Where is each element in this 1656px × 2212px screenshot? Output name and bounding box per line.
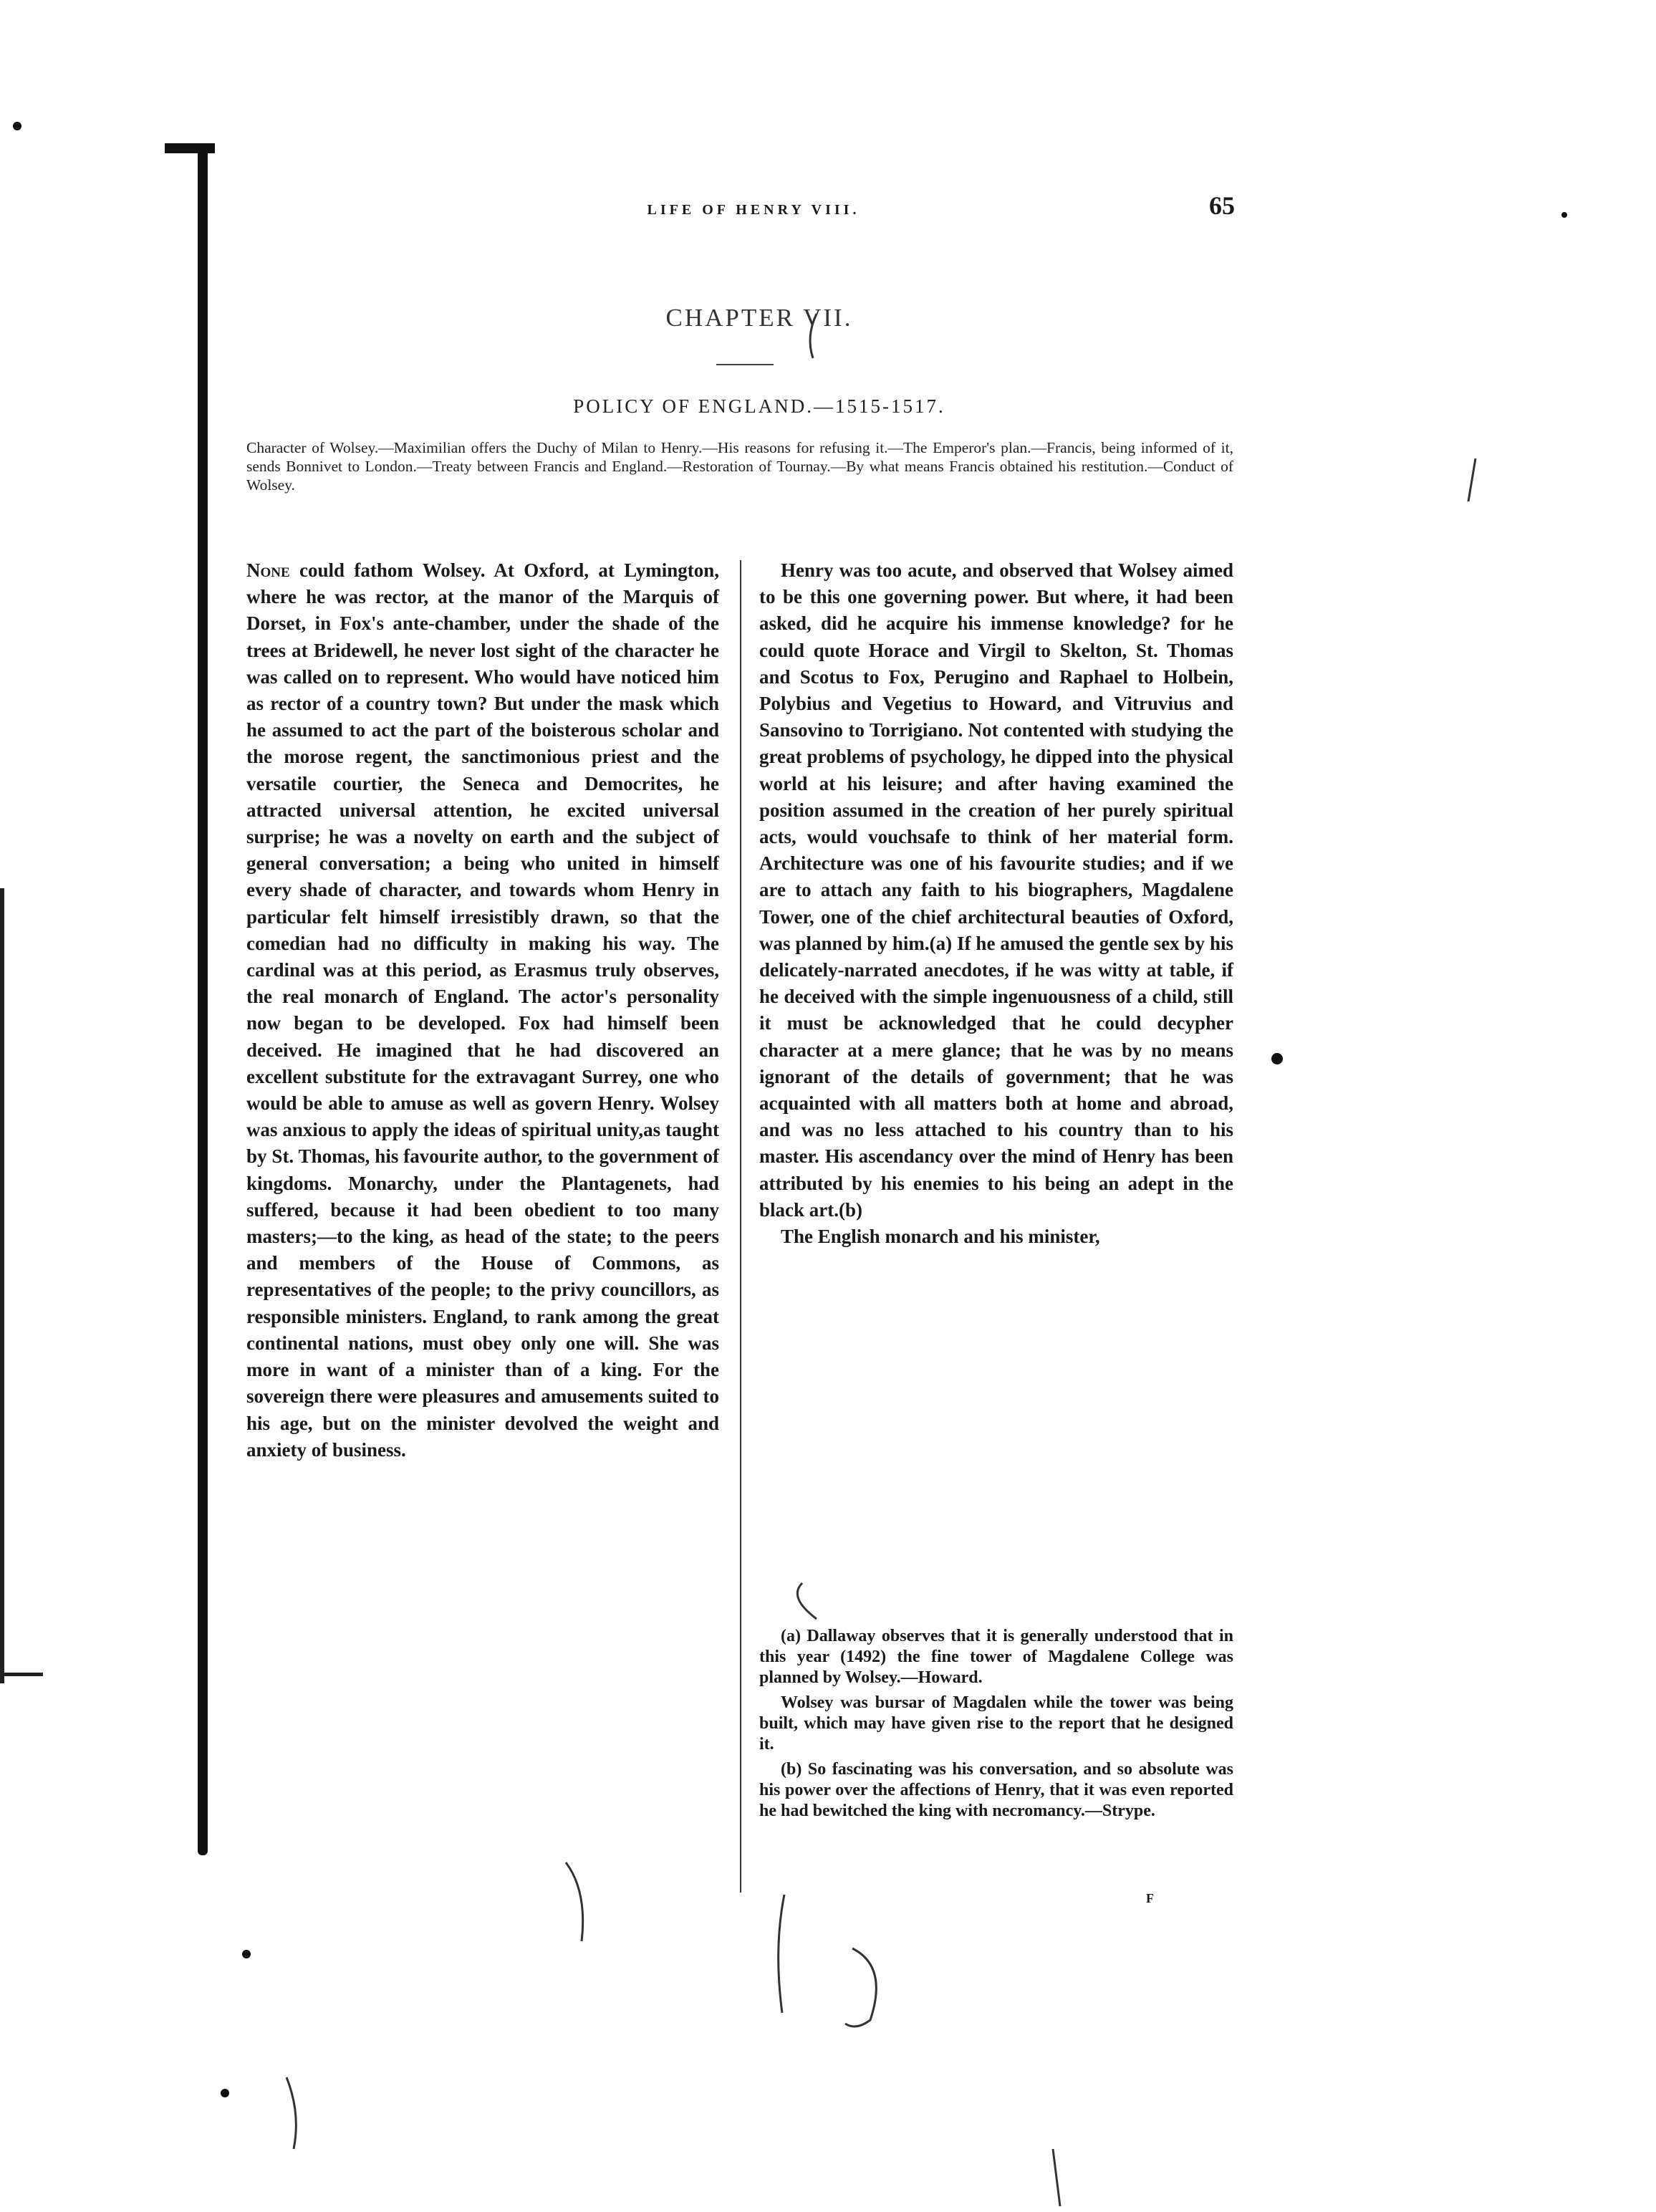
scan-speck — [13, 122, 21, 130]
signature-mark: F — [1146, 1891, 1154, 1905]
title-rule — [716, 364, 774, 365]
scan-speck — [242, 1950, 251, 1958]
page-edge-tick — [0, 1673, 43, 1676]
right-continuation: The English monarch and his minister, — [781, 1226, 1100, 1248]
scan-speck — [1271, 1053, 1283, 1064]
binding-shadow — [198, 143, 208, 1855]
right-column — [759, 557, 1233, 1250]
scan-speck — [1561, 212, 1567, 218]
chapter-summary: Character of Wolsey.—Maximilian offers the Duchy of Milan to Henry.—His reasons for refusing it.—The Emperor's plan.—Francis, being informed of it, sends Bonnivet to London.—Treaty between Francis and England.—Restoration of Tournay.—By what means Francis obtained his restitution.—Conduct of Wolsey. — [246, 439, 1233, 494]
left-paragraph-text: could fathom Wolsey. At Oxford, at Lymington, where he was rector, at the manor of the Marquis of Dorset, in Fox's ante-chamber, under the shade of the trees at Bridewell, he never lost sight of the character he was called on to represent. Who would have noticed him as rector of a country town? But under the mask which he assumed to act the part of the boisterous scholar and the morose regent, the sanctimonious priest and the versatile courtier, the Seneca and Democrites, he attracted universal attention, he excited universal surprise; he was a novelty on earth and the subject of general conversation; a being who united in himself every shade of character, and towards whom Henry in particular felt himself irresistibly drawn, so that the comedian had no difficulty in making his way. The cardinal was at this period, as Erasmus truly observes, the real monarch of England. The actor's personality now began to be developed. Fox had himself been deceived. He imagined that he had discovered an excellent substitute for the extravagant Surrey, one who would be able to amuse as well as govern Henry. Wolsey was anxious to apply the ideas of spiritual unity,as taught by St. Thomas, his favourite author, to the government of kingdoms. Monarchy, under the Plantagenets, had suffered, because it had been obedient to too many masters;—to the king, as head of the state; to the peers and members of the House of Commons, as representatives of the people; to the privy councillors, as responsible ministers. England, to rank among the great continental nations, must obey only one will. She was more in want of a minister than of a king. For the sovereign there were pleasures and amusements suited to his age, but on the minister devolved the weight and anxiety of business. — [246, 559, 719, 1461]
right-paragraph: Henry was too acute, and observed that Wolsey aimed to be this one governing power. But where, it had been asked, did he acquire his immense knowledge? for he could quote Horace and Virgil to Skelton, St. Thomas and Scotus to Fox, Perugino and Raphael to Holbein, Polybius and Vegetius to Howard, and Vitruvius and Sansovino to Torrigiano. Not contented with studying the great problems of psychology, he dipped into the physical world at his leisure; and after having examined the position assumed in the creation of her purely spiritual acts, would vouchsafe to think of her material form. Architecture was one of his favourite studies; and if we are to attach any faith to his biographers, Magdalene Tower, one of the chief architectural beauties of Oxford, was planned by him.(a) If he amused the gentle sex by his delicately-narrated anecdotes, if he was witty at table, if he deceived with the simple ingenuousness of a child, still it must be acknowledged that he could decypher character at a mere glance; that he was by no means ignorant of the details of government; that he was acquainted with all matters both at home and abroad, and was no less attached to his country than to his master. His ascendancy over the mind of Henry has been attributed by his enemies to his being an adept in the black art.(b) — [759, 559, 1233, 1221]
column-divider — [740, 560, 741, 1893]
left-paragraph — [246, 557, 719, 1463]
opening-word: None — [246, 559, 290, 581]
footnote-a: (a) Dallaway observes that it is generally understood that in this year (1492) the fine tower of Magdalene College was planned by Wolsey.—Howard. — [759, 1627, 1233, 1687]
binding-shadow-top — [165, 143, 215, 153]
chapter-number: CHAPTER VII. — [665, 304, 853, 332]
left-column — [246, 557, 719, 1463]
page-edge-shadow — [0, 888, 4, 1683]
page-number: 65 — [1209, 191, 1235, 220]
running-header: LIFE OF HENRY VIII. — [647, 202, 860, 218]
chapter-title: POLICY OF ENGLAND.—1515-1517. — [573, 395, 945, 417]
footnote-b: (b) So fascinating was his conversation, and so absolute was his power over the affections of Henry, that it was even reported he had bewitched the king with necromancy.—Strype. — [759, 1760, 1233, 1820]
scan-speck — [221, 2089, 229, 2097]
footnotes — [759, 1626, 1233, 1822]
footnote-a-continued: Wolsey was bursar of Magdalen while the tower was being built, which may have given rise to the report that he designed it. — [759, 1693, 1233, 1754]
